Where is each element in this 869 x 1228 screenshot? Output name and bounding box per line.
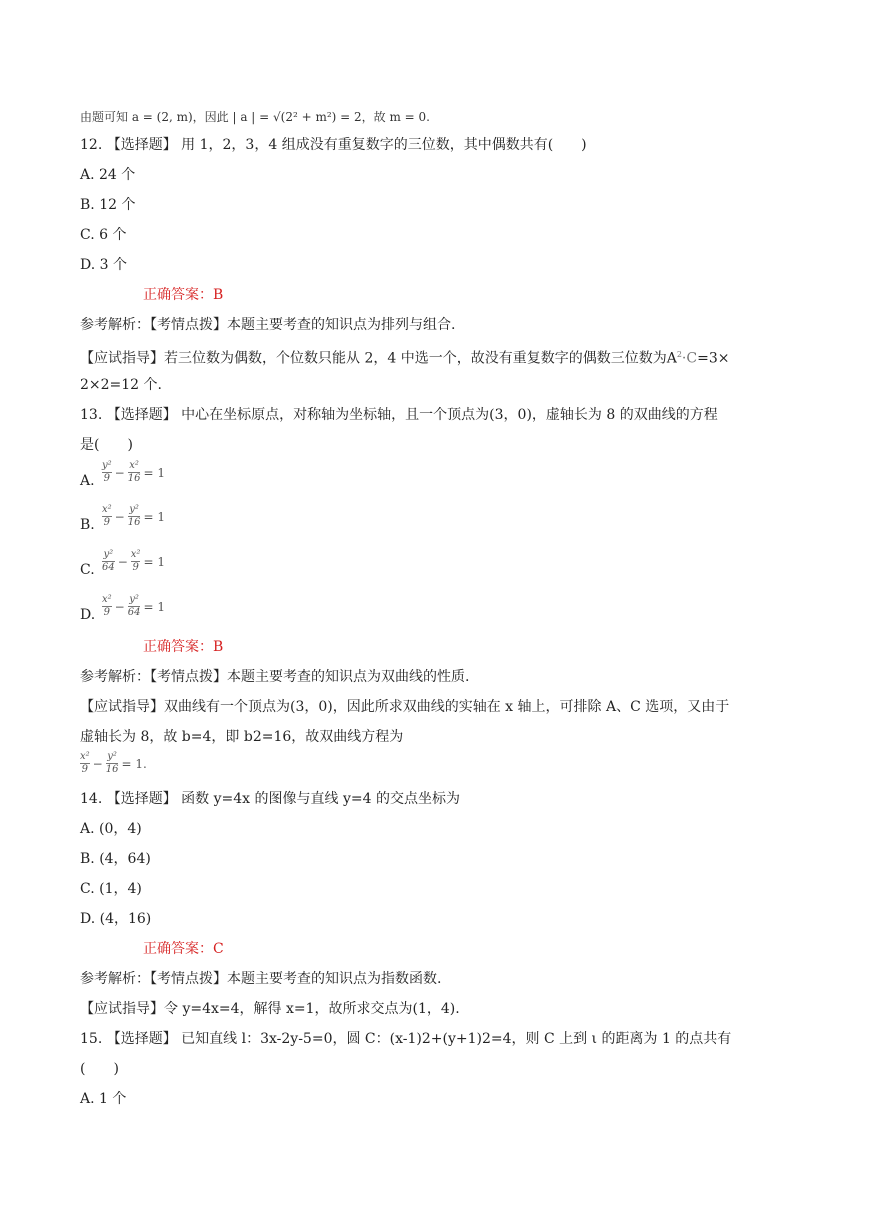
q13-label-c: C. bbox=[80, 562, 95, 578]
q13-option-c: $\frac{\text{y²}}{64}$ − $\frac{\text{x²}}{9}$ = 1 bbox=[102, 549, 165, 573]
q14-option-a: A. (0，4) bbox=[80, 821, 142, 837]
q13-analysis-3: 虚轴长为 8，故 b=4，即 b2=16，故双曲线方程为 bbox=[80, 729, 404, 745]
q13-option-a: $\frac{\text{y²}}{9}$ − $\frac{\text{x²}}{16}$ = 1 bbox=[102, 460, 165, 484]
q14-option-c: C. (1，4) bbox=[80, 881, 142, 897]
previous-solution-note: 由题可知 a = (2, m)，因此 | a | = √(2² + m²) = 2，故 m = 0. bbox=[80, 110, 430, 124]
q13-label-a: A. bbox=[80, 473, 95, 489]
q12-answer: 正确答案：B bbox=[143, 287, 224, 303]
q13-analysis-1: 参考解析：【考情点拨】本题主要考查的知识点为双曲线的性质. bbox=[80, 669, 470, 685]
q12-analysis-1: 参考解析：【考情点拨】本题主要考查的知识点为排列与组合. bbox=[80, 317, 456, 333]
q13-stem-1: 13. 【选择题】 中心在坐标原点，对称轴为坐标轴，且一个顶点为(3，0)，虚轴长为 8 的双曲线的方程 bbox=[80, 407, 718, 423]
q12-option-d: D. 3 个 bbox=[80, 257, 127, 273]
q12-analysis-2c: =3× bbox=[697, 350, 730, 367]
q12-option-c: C. 6 个 bbox=[80, 227, 127, 243]
q13-option-d: $\frac{\text{x²}}{9}$ − $\frac{\text{y²}}{64}$ = 1 bbox=[102, 594, 165, 618]
q12-analysis-2b: ·C bbox=[681, 350, 698, 367]
q12-option-a: A. 24 个 bbox=[80, 167, 136, 183]
q12-analysis-2: 【应试指导】若三位数为偶数，个位数只能从 2，4 中选一个，故没有重复数字的偶数三位数为$A^2\cdot C=3\times$ bbox=[80, 350, 730, 367]
q14-option-b: B. (4，64) bbox=[80, 851, 151, 867]
q13-answer: 正确答案：B bbox=[143, 639, 224, 655]
q12-option-b: B. 12 个 bbox=[80, 197, 136, 213]
q13-label-b: B. bbox=[80, 517, 95, 533]
q14-stem: 14. 【选择题】 函数 y=4x 的图像与直线 y=4 的交点坐标为 bbox=[80, 791, 460, 807]
q13-analysis-2: 【应试指导】双曲线有一个顶点为(3，0)，因此所求双曲线的实轴在 x 轴上，可排除 A、C 选项，又由于 bbox=[80, 699, 730, 715]
q13-label-d: D. bbox=[80, 607, 96, 623]
q15-stem-2: ( ) bbox=[80, 1061, 119, 1077]
q13-stem-2: 是( ) bbox=[80, 437, 133, 453]
q14-analysis-2: 【应试指导】令 y=4x=4，解得 x=1，故所求交点为(1，4). bbox=[80, 1001, 460, 1017]
q15-stem-1: 15. 【选择题】 已知直线 l：3x-2y-5=0，圆 C：(x-1)2+(y+1)2=4，则 C 上到 ι 的距离为 1 的点共有 bbox=[80, 1031, 732, 1047]
q13-option-b: $\frac{\text{x²}}{9}$ − $\frac{\text{y²}}{16}$ = 1 bbox=[102, 504, 165, 528]
q13-final-equation: $\frac{\text{x²}}{9}$ − $\frac{\text{y²}}{16}$ = 1. bbox=[80, 751, 147, 775]
q14-analysis-1: 参考解析：【考情点拨】本题主要考查的知识点为指数函数. bbox=[80, 971, 442, 987]
q12-analysis-3: 2×2=12 个. bbox=[80, 377, 162, 393]
q14-option-d: D. (4，16) bbox=[80, 911, 152, 927]
q14-answer: 正确答案：C bbox=[143, 941, 224, 957]
q12-stem: 12. 【选择题】 用 1，2，3，4 组成没有重复数字的三位数，其中偶数共有( ) bbox=[80, 137, 587, 153]
q12-analysis-2a: 【应试指导】若三位数为偶数，个位数只能从 2，4 中选一个，故没有重复数字的偶数三位数为A bbox=[80, 350, 677, 367]
q15-option-a: A. 1 个 bbox=[80, 1091, 127, 1107]
